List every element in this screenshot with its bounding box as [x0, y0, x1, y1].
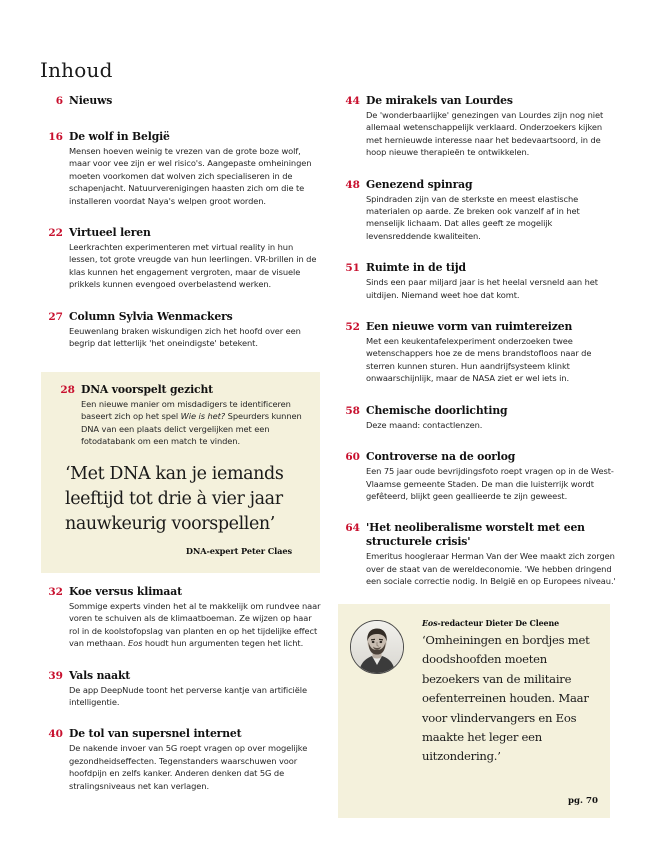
page-number: 58: [345, 404, 360, 417]
entry-title: DNA voorspelt gezicht: [81, 383, 213, 396]
toc-entry[interactable]: [41, 310, 321, 350]
entry-description: De 'wonderbaarlijke' genezingen van Lourdes zijn nog niet allemaal wetenschappelijk verklaard. Onderzoekers kijken met hernieuwde interesse naar het bedevaartsoord, in de hoop nieuwe therapieën te ontwikkelen.: [366, 110, 604, 158]
toc-entry[interactable]: [338, 261, 618, 301]
credit-publication: Eos: [422, 619, 438, 628]
entry-title: Chemische doorlichting: [366, 403, 508, 417]
page-number: 16: [48, 131, 63, 143]
avatar: [350, 620, 404, 674]
toc-entry[interactable]: [338, 404, 618, 431]
right-column: [338, 94, 618, 607]
credit-name: -redacteur Dieter De Cleene: [437, 619, 560, 628]
entry-description: De app DeepNude toont het perverse kantje van artificiële intelligentie.: [69, 684, 307, 708]
page-number: 64: [345, 522, 360, 535]
page-number: 44: [345, 95, 360, 107]
toc-entry[interactable]: [41, 94, 321, 108]
page-number: 52: [345, 321, 360, 334]
page-number: 6: [55, 95, 63, 107]
entry-title: Ruimte in de tijd: [366, 261, 466, 275]
left-column: [41, 94, 321, 368]
entry-title: Nieuws: [69, 94, 113, 107]
entry-title: Controverse na de oorlog: [366, 450, 516, 464]
left-column-lower: [41, 585, 321, 811]
entry-description: Leerkrachten experimenteren met virtual reality in hun lessen, tot grote vreugde van hun leerlingen. VR-brillen in de klas kunnen het engagement vergroten, maar de visuele prikkels kunnen evengoed overbelastend werken.: [69, 242, 317, 290]
page-number: 60: [345, 451, 360, 464]
editor-quote-box[interactable]: [338, 604, 610, 818]
page-number: 28: [60, 384, 75, 396]
page-number: 32: [48, 586, 63, 598]
toc-entry[interactable]: [338, 94, 618, 159]
editor-credit: [422, 619, 600, 628]
entry-description: Emeritus hoogleraar Herman Van der Wee maakt zich zorgen over de staat van de wereldeconomie. 'We hebben dringend een sociale correctie nodig. In België en op Europees niveau.': [366, 551, 616, 587]
feature-highlight-box[interactable]: [41, 372, 320, 573]
desc-italic-title: Eos: [128, 638, 143, 649]
desc-text-end: houdt hun argumenten tegen het licht.: [142, 638, 304, 649]
page-number: 48: [345, 178, 360, 191]
page-title: Inhoud: [40, 58, 113, 82]
toc-entry[interactable]: [41, 226, 321, 291]
desc-italic-title: Wie is het?: [180, 411, 226, 422]
entry-description: Deze maand: contactlenzen.: [366, 419, 483, 430]
page-number: 40: [48, 728, 63, 741]
page-number: 51: [345, 262, 360, 275]
entry-description: [81, 398, 306, 448]
editor-content: [338, 604, 610, 818]
toc-entry[interactable]: [41, 669, 321, 709]
toc-entry-featured[interactable]: [53, 383, 306, 448]
desc-text-start: Een nieuwe manier om misdadigers te identificeren baseert zich op het spel: [81, 399, 291, 422]
entry-title: Vals naakt: [69, 668, 131, 682]
entry-title: De tol van supersnel internet: [69, 727, 242, 741]
entry-description: Spindraden zijn van de sterkste en meest elastische materialen op aarde. Ze breken ook vanzelf af in het menselijk lichaam. Dat alles geeft ze mogelijk levensreddende kwaliteiten.: [366, 193, 580, 241]
page-marker: pg. 70: [568, 796, 598, 806]
editor-quote-text: ‘Omheiningen en bordjes met doodshoofden moeten bezoekers van de militaire oefenterreinen houden. Maar voor vlindervangers en Eos maakte het leger een uitzondering.’: [422, 633, 590, 764]
entry-title: Genezend spinrag: [366, 177, 473, 191]
desc-text-end: Speurders kunnen DNA van een plaats delict vergelijken met een fotodatabank om een match te vinden.: [81, 411, 302, 447]
entry-description: Met een keukentafelexperiment onderzoeken twee wetenschappers hoe ze de mens brandstofloos naar de sterren kunnen sturen. Hun aandrijfsysteem klinkt onwaarschijnlijk, maar de NASA ziet er wel iets in.: [366, 336, 592, 384]
feature-content: [41, 372, 320, 556]
portrait-photo-icon: [351, 621, 403, 673]
entry-description: De nakende invoer van 5G roept vragen op over mogelijke gezondheidseffecten. Tegenstanders waarschuwen voor hoofdpijn en zelfs kanker. Anderen denken dat 5G de stralingsniveaus net kan verlagen.: [69, 743, 308, 791]
entry-description: Sinds een paar miljard jaar is het heelal versneld aan het uitdijen. Niemand weet hoe dat komt.: [366, 277, 598, 300]
desc-text-start: Sommige experts vinden het al te makkelijk om rundvee naar voren te schuiven als de klimaatboeman. Ze wijzen op haar rol in de koolstofopslag van planten en op het tijdelijke effect van methaan.: [69, 601, 321, 649]
entry-title: 'Het neoliberalisme worstelt met een structurele crisis': [366, 521, 585, 549]
page-number: 22: [48, 227, 63, 240]
entry-title: De wolf in België: [69, 130, 170, 143]
toc-entry[interactable]: [338, 450, 618, 502]
entry-title: Een nieuwe vorm van ruimtereizen: [366, 320, 573, 334]
entry-title: Column Sylvia Wenmackers: [69, 309, 233, 323]
toc-entry[interactable]: [338, 320, 618, 385]
entry-description: Eeuwenlang braken wiskundigen zich het hoofd over een begrip dat letterlijk 'het oneindigste' betekent.: [69, 325, 301, 349]
toc-entry[interactable]: [41, 585, 321, 650]
entry-title: Virtueel leren: [69, 226, 151, 240]
entry-description: [69, 600, 321, 650]
entry-description: Mensen hoeven weinig te vrezen van de grote boze wolf, maar voor vee zijn er wel risico's. Aangepaste omheiningen moeten voorkomen dat wolven zich specialiseren in de schapenjacht. Natuurverenigingen haasten zich om die te installeren voordat Naya's welpen groot worden.: [69, 146, 312, 206]
toc-entry[interactable]: [338, 178, 618, 243]
page-number: 27: [48, 310, 63, 323]
entry-description: Een 75 jaar oude bevrijdingsfoto roept vragen op in de West-Vlaamse gemeente Staden. De man die luisterrijk wordt gefêteerd, blijkt geen geallieerde te zijn geweest.: [366, 466, 614, 501]
quote-attribution: DNA-expert Peter Claes: [185, 545, 292, 556]
toc-entry[interactable]: [41, 130, 321, 207]
entry-title: De mirakels van Lourdes: [366, 94, 513, 107]
toc-entry[interactable]: [338, 521, 618, 587]
editor-text-block: [422, 619, 600, 767]
toc-entry[interactable]: [41, 727, 321, 792]
pull-quote: ‘Met DNA kan je iemands leeftijd tot drie à vier jaar nauwkeurig voorspellen’: [65, 463, 284, 534]
page-number: 39: [48, 669, 63, 682]
entry-title: Koe versus klimaat: [69, 585, 182, 598]
